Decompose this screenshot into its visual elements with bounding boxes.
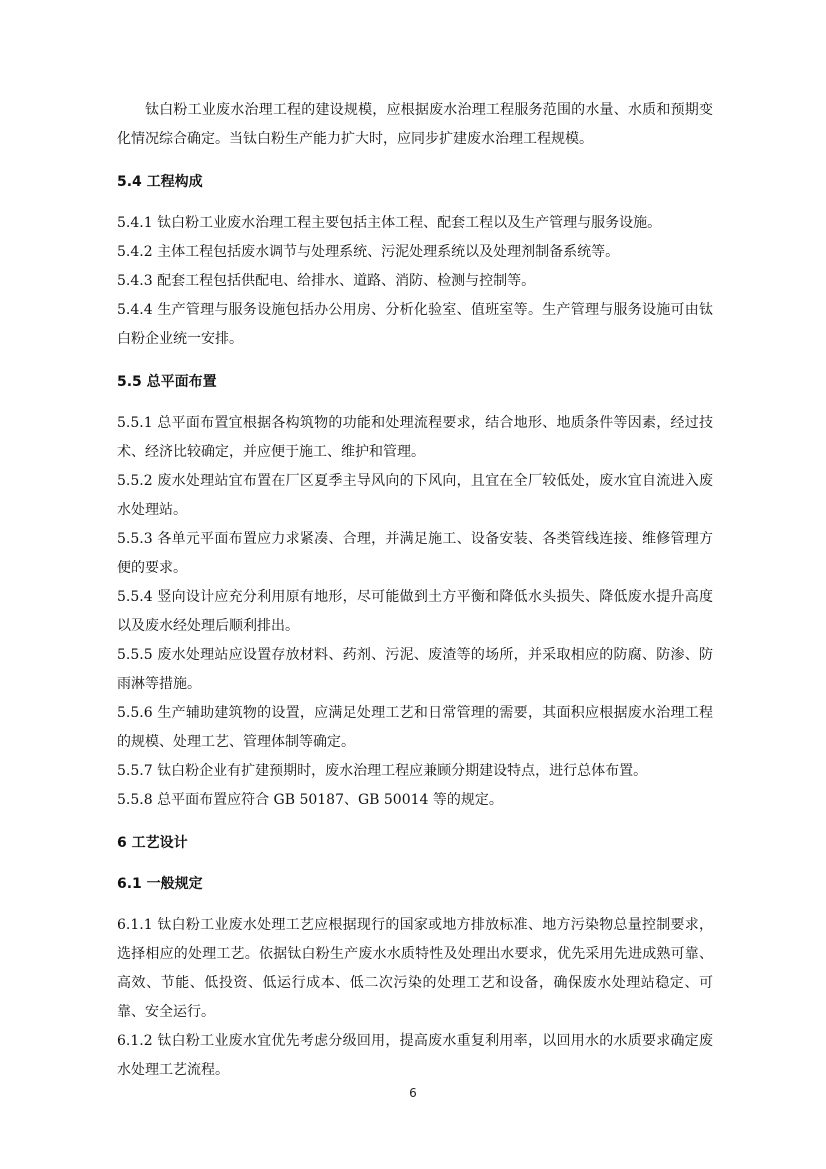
clause-5-4-3: 5.4.3 配套工程包括供配电、给排水、道路、消防、检测与控制等。 (117, 273, 536, 289)
clause-5-5-5: 5.5.5 废水处理站应设置存放材料、药剂、污泥、废渣等的场所，并采取相应的防腐、防渗、防雨淋等措施。 (117, 647, 713, 692)
intro-paragraph: 钛白粉工业废水治理工程的建设规模，应根据废水治理工程服务范围的水量、水质和预期变化情况综合确定。当钛白粉生产能力扩大时，应同步扩建废水治理工程规模。 (117, 102, 713, 147)
clause-5-4-4: 5.4.4 生产管理与服务设施包括办公用房、分析化验室、值班室等。生产管理与服务设施可由钛白粉企业统一安排。 (117, 302, 713, 347)
page-number: 6 (409, 1086, 417, 1100)
clause-5-5-6: 5.5.6 生产辅助建筑物的设置，应满足处理工艺和日常管理的需要，其面积应根据废水治理工程的规模、处理工艺、管理体制等确定。 (117, 705, 713, 750)
chapter-heading-6: 6 工艺设计 (117, 835, 188, 851)
page-content (117, 96, 713, 1085)
section-heading-5-4: 5.4 工程构成 (117, 174, 203, 190)
clause-6-1-2: 6.1.2 钛白粉工业废水宜优先考虑分级回用，提高废水重复利用率，以回用水的水质要求确定废水处理工艺流程。 (117, 1033, 713, 1078)
clause-5-4-1: 5.4.1 钛白粉工业废水治理工程主要包括主体工程、配套工程以及生产管理与服务设施。 (117, 215, 662, 231)
section-heading-6-1: 6.1 一般规定 (117, 876, 203, 892)
clause-5-5-1: 5.5.1 总平面布置宜根据各构筑物的功能和处理流程要求，结合地形、地质条件等因素，经过技术、经济比较确定，并应便于施工、维护和管理。 (117, 415, 713, 460)
clause-6-1-1: 6.1.1 钛白粉工业废水处理工艺应根据现行的国家或地方排放标准、地方污染物总量控制要求，选择相应的处理工艺。依据钛白粉生产废水水质特性及处理出水要求，优先采用先进成熟可靠、高效、节能、低投资、低运行成本、低二次污染的处理工艺和设备，确保废水处理站稳定、可靠、安全运行。 (117, 917, 713, 1020)
clause-5-5-3: 5.5.3 各单元平面布置应力求紧凑、合理，并满足施工、设备安装、各类管线连接、维修管理方便的要求。 (117, 531, 713, 576)
clause-5-5-8: 5.5.8 总平面布置应符合 GB 50187、GB 50014 等的规定。 (117, 792, 503, 808)
clause-5-4-2: 5.4.2 主体工程包括废水调节与处理系统、污泥处理系统以及处理剂制备系统等。 (117, 244, 620, 260)
clause-5-5-4: 5.5.4 竖向设计应充分利用原有地形，尽可能做到土方平衡和降低水头损失、降低废水提升高度以及废水经处理后顺利排出。 (117, 589, 713, 634)
section-heading-5-5: 5.5 总平面布置 (117, 374, 217, 390)
clause-5-5-7: 5.5.7 钛白粉企业有扩建预期时，废水治理工程应兼顾分期建设特点，进行总体布置。 (117, 763, 648, 779)
clause-5-5-2: 5.5.2 废水处理站宜布置在厂区夏季主导风向的下风向，且宜在全厂较低处，废水宜自流进入废水处理站。 (117, 473, 713, 518)
